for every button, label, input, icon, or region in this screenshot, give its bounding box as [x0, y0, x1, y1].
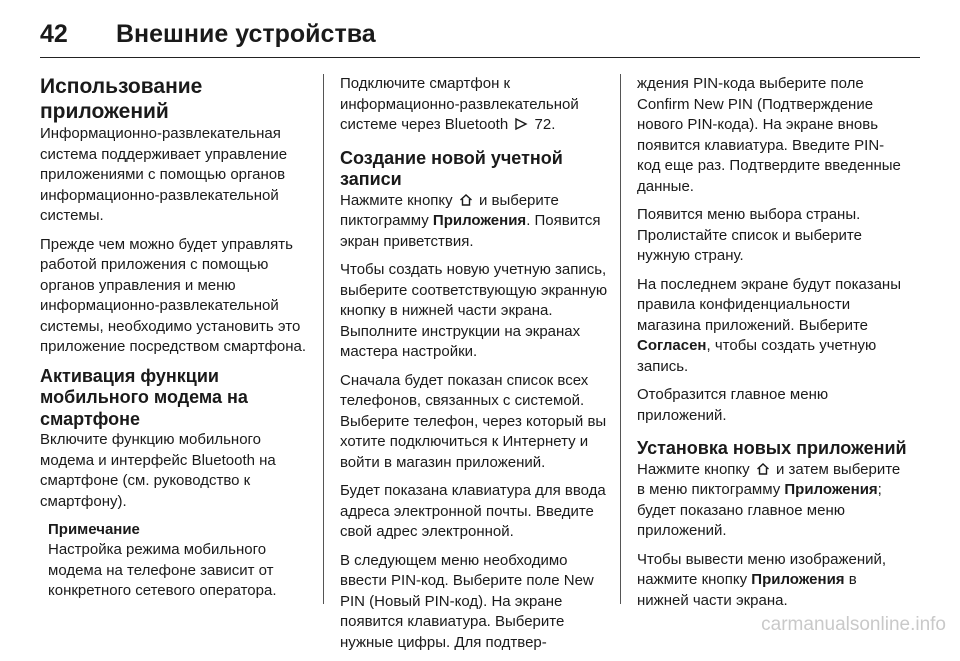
column-2 — [340, 74, 608, 661]
note-title: Примечание — [48, 521, 140, 538]
paragraph-enable-modem: Включите функцию мобильного модема и интерфейс Bluetooth на смартфоне (см. руководство к смартфону). — [40, 431, 276, 510]
column-divider-1 — [323, 74, 324, 604]
watermark: carmanualsonline.info — [761, 614, 946, 635]
home-icon — [756, 462, 770, 476]
paragraph-keyboard: Будет показана клавиатура для ввода адреса электронной почты. Введите свой адрес электронной. — [340, 482, 606, 540]
paragraph-country: Появится меню выбора страны. Пролистайте список и выберите нужную страну. — [637, 206, 862, 264]
paragraph-confirm-pin: ждения PIN-кода выберите поле Confirm New PIN (Подтверждение нового PIN-кода). На экране вновь появится клавиатура. Введите PIN-код еще раз. Подтвердите введенные данные. — [637, 75, 901, 195]
header-rule — [40, 57, 920, 58]
paragraph-create-account: Чтобы создать новую учетную запись, выберите соответствующую экранную кнопку в нижней части экрана. Выполните инструкции на экранах мастера настройки. — [340, 261, 608, 360]
note-box — [40, 520, 310, 602]
column-3 — [637, 74, 907, 619]
paragraph-privacy: На последнем экране будут показаны правила конфиденциальности магазина приложений. Выберите Согласен, чтобы создать учетную запись. — [637, 275, 901, 375]
paragraph-install: Нажмите кнопку и затем выберите в меню пиктограмму Приложения; будет показано главное меню приложений. — [637, 460, 901, 539]
triangle-arrow-icon — [514, 117, 528, 131]
paragraph-phone-list: Сначала будет показан список всех телефонов, связанных с системой. Выберите телефон, через который вы хотите подключиться к Интернету и войти в магазин приложений. — [340, 371, 607, 471]
column-divider-2 — [620, 74, 621, 604]
paragraph-main-menu: Отобразится главное меню приложений. — [637, 386, 829, 424]
paragraph-press-home: Нажмите кнопку и выберите пиктограмму Приложения. Появится экран приветствия. — [340, 191, 601, 250]
paragraph-before: Прежде чем можно будет управлять работой приложения с помощью органов управления и меню информационно-развлекательной системы, необходимо установить это приложение посредством смартфона. — [40, 235, 307, 355]
page-number: 42 — [40, 19, 68, 48]
page-header — [40, 14, 376, 54]
heading-modem: Активация функции мобильного модема на смартфоне — [40, 365, 248, 429]
column-1 — [40, 74, 310, 602]
page-title: Внешние устройства — [116, 19, 376, 48]
heading-usage: Использование приложений — [40, 75, 203, 123]
note-text: Настройка режима мобильного модема на телефоне зависит от конкретного сетевого оператора. — [48, 541, 277, 599]
heading-new-account: Создание новой учетной записи — [340, 147, 563, 189]
paragraph-connect: Подключите смартфон к информационно-развлекательной системе через Bluetooth 72. — [340, 75, 579, 133]
paragraph-show-images: Чтобы вывести меню изображений, нажмите кнопку Приложения в нижней части экрана. — [637, 550, 887, 609]
heading-install: Установка новых приложений — [637, 438, 907, 458]
paragraph-support: Информационно-развлекательная система поддерживает управление приложениями с помощью органов информационно-развлекательной системы. — [40, 125, 288, 224]
home-icon — [459, 193, 473, 207]
paragraph-pin: В следующем меню необходимо ввести PIN-код. Выберите поле New PIN (Новый PIN-код). На экране появится клавиатура. Выберите нужные цифры. Для подтвер- — [340, 551, 594, 651]
